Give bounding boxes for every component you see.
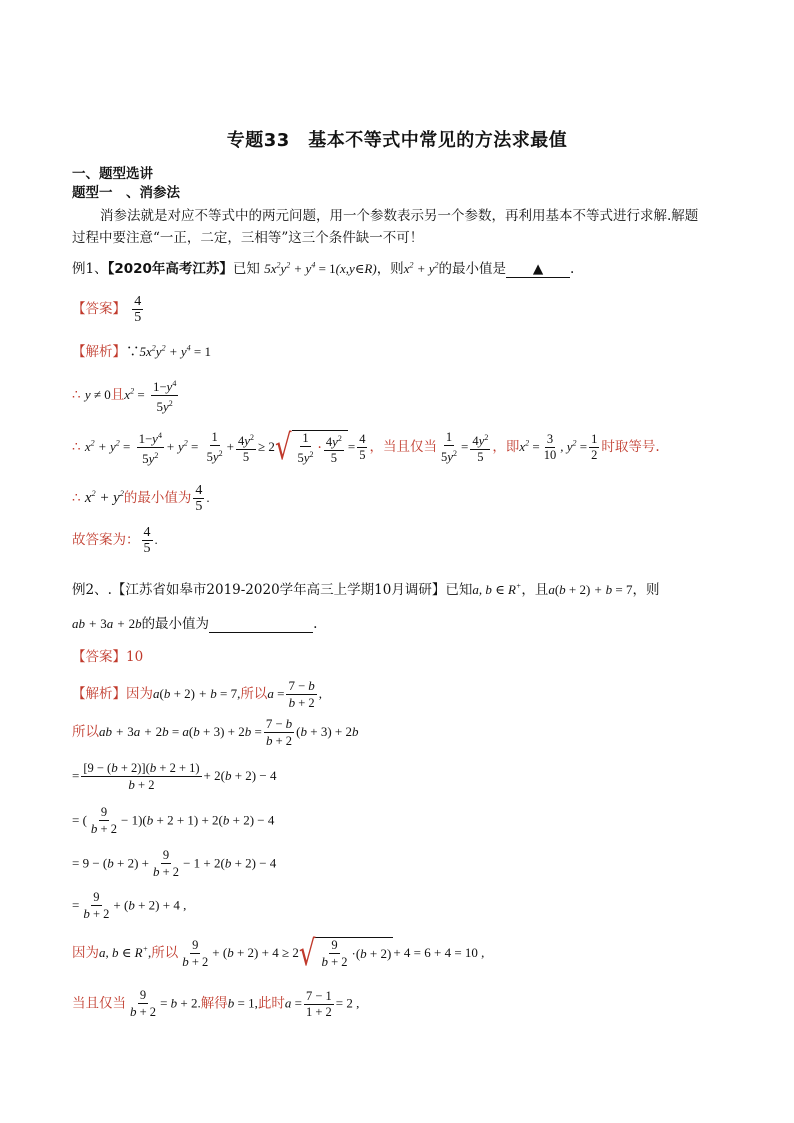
- triangle-icon: ▲: [532, 261, 544, 277]
- fraction: $\frac{4y^2}{5}$: [236, 430, 256, 465]
- example-2-question-1: 例2、.【江苏省如皋市2019-2020学年高三上学期10月调研】已知a, b ∈ R+，且a(b + 2) + b = 7，则: [72, 581, 660, 598]
- because-text: 因为: [126, 686, 153, 702]
- because-text: 因为: [72, 945, 99, 961]
- example-2-analysis-5: = 9 − (b + 2) + $\frac{9}{b + 2}$ − 1 + 2(b + 2) − 4: [72, 848, 277, 879]
- solve-text: 解得: [200, 995, 228, 1012]
- answer-blank: [506, 261, 570, 278]
- fraction: $\frac{9}{b + 2}$: [90, 805, 117, 836]
- example-1-question: 例1、【2020年高考江苏】已知 $5x^2y^2 + y^4$ = 1(x,y∈R)，则$x^2 + y^2$的最小值是 ▲ .: [72, 260, 575, 277]
- known-text: 已知: [445, 582, 473, 598]
- and-text: 且: [110, 387, 125, 404]
- example-1-equation: $5x^2y^2 + y^4 = 1$: [264, 260, 336, 276]
- fraction: $\frac{4y^2}{5}$: [470, 430, 490, 465]
- intro-line-1: 消参法就是对应不等式中的两元问题，用一个参数表示另一个参数，再利用基本不等式进行求解.解题: [100, 208, 699, 224]
- fraction: $\frac{9}{b + 2}$: [130, 988, 157, 1019]
- example-1-analysis-4: ∴ $x^2 + y^2$的最小值为 $\frac{4}{5}$ .: [72, 483, 210, 514]
- fraction: $\frac{1-y^4}{5y^2}$: [151, 376, 178, 415]
- denominator: 2: [591, 448, 598, 463]
- fraction: $\frac{1-y^4}{5y^2}$: [137, 428, 164, 467]
- type-heading: 题型一 、消参法: [72, 185, 180, 201]
- fraction: [542, 432, 559, 463]
- analysis-tag: 【解析】: [72, 686, 126, 702]
- example-1-condition: (x,y∈R): [335, 261, 377, 276]
- because-symbol: ∵: [126, 344, 140, 360]
- fraction: $\frac{1}{5y^2}$: [206, 430, 223, 465]
- min-text: 的最小值是: [438, 261, 507, 277]
- fraction: $\frac{4}{5}$: [359, 432, 366, 463]
- sqrt-expression: √ $\frac{9}{b + 2}$ ·(b + 2): [298, 933, 392, 974]
- fraction: $\frac{9}{b + 2}$: [153, 848, 180, 879]
- fraction: $\frac{4}{5}$: [143, 525, 151, 556]
- min-text: 的最小值为: [141, 616, 210, 632]
- example-1-analysis-2: ∴ y ≠ 0且$x^2$ = $\frac{1-y^4}{5y^2}$: [72, 376, 180, 415]
- then-text: ，则: [376, 261, 404, 277]
- example-1-final: 故答案为： $\frac{4}{5}$ .: [72, 525, 158, 556]
- intro-line-2: 过程中要注意“一正，二定，三相等”这三个条件缺一不可！: [72, 230, 424, 246]
- sqrt-expression: √ $\frac{1}{5y^2}$ · $\frac{4y^2}{5}$: [275, 430, 348, 466]
- answer-numerator: 4: [134, 294, 142, 309]
- answer-denominator: 5: [134, 310, 142, 325]
- example-1-source: 【2020年高考江苏】: [107, 261, 233, 277]
- analysis-tag: 【解析】: [72, 344, 126, 360]
- answer-tag: 【答案】: [72, 301, 126, 317]
- example-1-answer: [72, 294, 145, 325]
- equality-text: 当且仅当: [72, 995, 126, 1012]
- example-2-analysis-1: 【解析】因为a(b + 2) + b = 7,所以a = $\frac{7 - b}{b + 2}$ ,: [72, 678, 323, 710]
- example-2-analysis-8: 当且仅当 $\frac{9}{b + 2}$ = b + 2.解得b = 1,此时a = $\frac{7 - 1}{1 + 2}$ = 2 ,: [72, 988, 360, 1019]
- fraction: $\frac{[9 - (b + 2)](b + 2 + 1)}{b + 2}$: [83, 760, 200, 792]
- fraction: $\frac{1}{5y^2}$: [440, 430, 457, 465]
- section-heading: 一、题型选讲: [72, 166, 153, 182]
- answer-tag: 【答案】: [72, 649, 126, 665]
- example-2-analysis-4: = ( $\frac{9}{b + 2}$ − 1)(b + 2 + 1) + 2(b + 2) − 4: [72, 805, 275, 836]
- example-2-analysis-6: = $\frac{9}{b + 2}$ + (b + 2) + 4 ,: [72, 890, 187, 921]
- answer-blank: [209, 616, 313, 633]
- answer-value: 10: [126, 649, 144, 665]
- example-1-analysis-3: ∴ $x^2 + y^2$ = $\frac{1-y^4}{5y^2}$ + $y^2$ = $\frac{1}{5y^2}$ + $\frac{4y^2}{5}$ ≥ 2 √ $\frac{1}{5y^2}$ · $\frac{4y^2}{5}$ = $\frac{4}{5}$ ，当且仅当 $\frac{1}{5y^2}$ = $\frac{4y^2}{5}$ ，即$x^2$ = $\frac{3}{10}$ , $y^2$ = $\frac{1}{2}$ 时取等号.: [72, 427, 660, 468]
- page-title: 专题33 基本不等式中常见的方法求最值: [226, 130, 568, 151]
- example-1-label: 例1、: [72, 261, 108, 277]
- fraction: $\frac{7 - 1}{1 + 2}$: [305, 988, 332, 1019]
- example-2-label: 例2、: [72, 582, 108, 598]
- example-2-question-2: ab + 3a + 2b的最小值为 .: [72, 616, 318, 632]
- numerator: 3: [546, 432, 554, 447]
- so-text: 所以: [240, 686, 268, 702]
- therefore-symbol: ∴: [72, 490, 81, 506]
- example-2-analysis-7: 因为a, b ∈ R+,所以 $\frac{9}{b + 2}$ + (b + 2) + 4 ≥ 2 √ $\frac{9}{b + 2}$ ·(b + 2) + 4 = 6 + 4 = 10 ,: [72, 933, 485, 974]
- so-text: 所以: [151, 945, 179, 961]
- example-2-analysis-3: = $\frac{[9 - (b + 2)](b + 2 + 1)}{b + 2}$ + 2(b + 2) − 4: [72, 760, 277, 792]
- now-text: 此时: [257, 995, 285, 1012]
- therefore-symbol: ∴: [72, 439, 81, 456]
- example-2-answer: [72, 645, 143, 665]
- therefore-symbol: ∴: [72, 387, 81, 404]
- fraction: $\frac{4}{5}$: [195, 483, 203, 514]
- example-1-target: $x^2 + y^2$: [403, 260, 439, 276]
- fraction: [589, 432, 599, 463]
- final-answer-text: 故答案为：: [72, 532, 140, 548]
- fraction: $\frac{9}{b + 2}$: [182, 937, 209, 969]
- example-1-analysis-1: 【解析】$\because 5x^2y^2 + y^4 = 1$: [72, 343, 211, 360]
- fraction: $\frac{7 - b}{b + 2}$: [288, 678, 315, 710]
- namely-text: ，即: [492, 439, 520, 456]
- example-2-analysis-2: 所以ab + 3a + 2b = a(b + 3) + 2b = $\frac{7 - b}{b + 2}$ (b + 3) + 2b: [72, 716, 359, 748]
- equality-text: ，当且仅当: [369, 439, 437, 456]
- fraction: $\frac{7 - b}{b + 2}$: [265, 716, 293, 748]
- then-text: ，则: [632, 582, 660, 598]
- min-value-text: 的最小值为: [123, 490, 192, 506]
- equality-tail: 时取等号.: [601, 439, 660, 456]
- numerator: 1: [591, 432, 598, 447]
- example-2-source: .【江苏省如皋市2019-2020学年高三上学期10月调研】: [107, 582, 446, 598]
- answer-fraction: [132, 294, 143, 325]
- and-text: ，且: [521, 582, 549, 598]
- denominator: 10: [543, 448, 557, 463]
- so-text: 所以: [72, 724, 99, 740]
- fraction: $\frac{9}{b + 2}$: [83, 890, 110, 921]
- known-text: 已知: [232, 261, 260, 277]
